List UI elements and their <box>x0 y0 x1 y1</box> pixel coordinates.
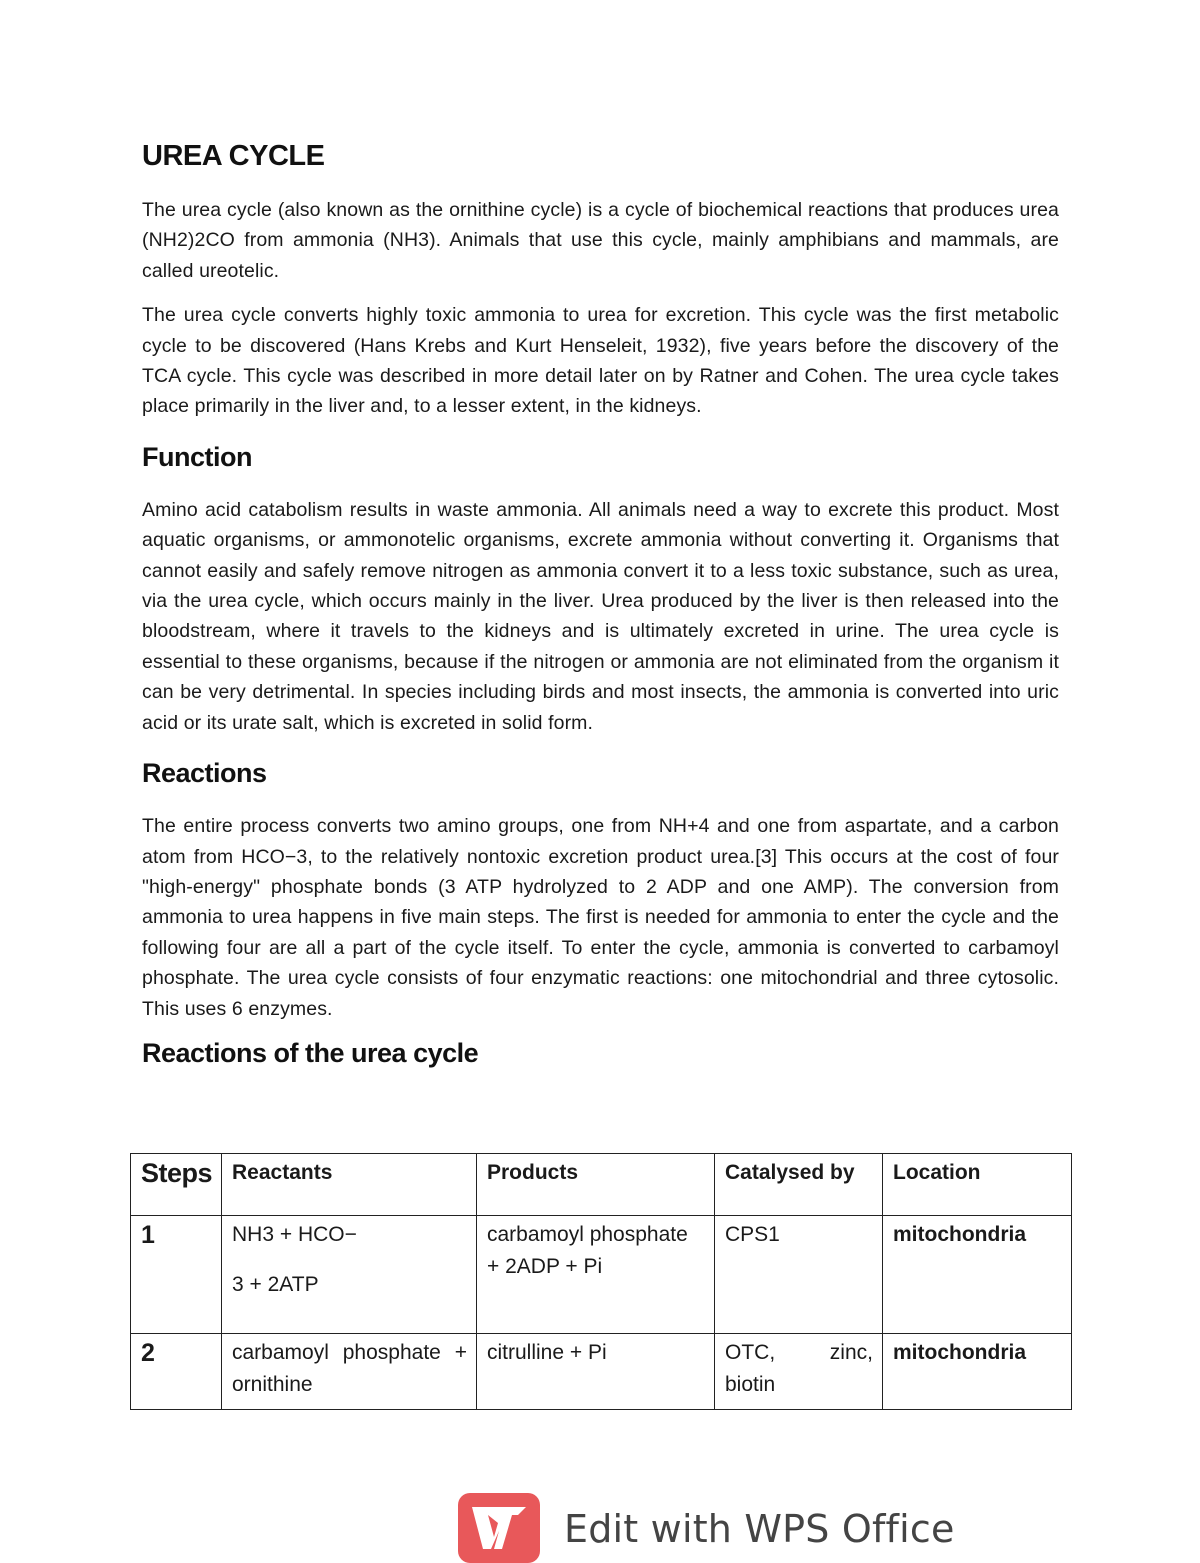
wps-watermark-text: Edit with WPS Office <box>564 1507 955 1551</box>
reactants-line-2: 3 + 2ATP <box>232 1273 319 1296</box>
reactants-cell <box>222 1216 477 1334</box>
table-header-row <box>131 1154 1072 1216</box>
table-row <box>131 1216 1072 1334</box>
intro-paragraph-1: The urea cycle (also known as the ornithine cycle) is a cycle of biochemical reactions that produces urea (NH2)2CO from ammonia (NH3). Animals that use this cycle, mainly amphibians and mammals, are called ureotelic. <box>142 199 1059 282</box>
step-cell: 2 <box>131 1334 222 1410</box>
products-cell: carbamoyl phosphate + 2ADP + Pi <box>477 1216 715 1334</box>
document-body <box>142 140 1059 1089</box>
header-catalysed-by: Catalysed by <box>715 1154 883 1216</box>
header-location: Location <box>883 1154 1072 1216</box>
reactants-cell: carbamoyl phosphate + ornithine <box>222 1334 477 1410</box>
location-cell: mitochondria <box>883 1334 1072 1410</box>
header-reactants: Reactants <box>222 1154 477 1216</box>
reactants-line-1: NH3 + HCO− <box>232 1223 357 1246</box>
header-products: Products <box>477 1154 715 1216</box>
table-row <box>131 1334 1072 1410</box>
step-cell: 1 <box>131 1216 222 1334</box>
table-heading: Reactions of the urea cycle <box>142 1037 479 1068</box>
products-cell: citrulline + Pi <box>477 1334 715 1410</box>
header-steps: Steps <box>131 1154 222 1216</box>
function-paragraph: Amino acid catabolism results in waste ammonia. All animals need a way to excrete this product. Most aquatic organisms, or ammonotelic organisms, excrete ammonia without converting it. Organisms that cannot easily and safely remove nitrogen as ammonia convert it to a less toxic substance, such as urea, via the urea cycle, which occurs mainly in the liver. Urea produced by the liver is then released into the bloodstream, where it travels to the kidneys and is ultimately excreted in urine. The urea cycle is essential to these organisms, because if the nitrogen or ammonia are not eliminated from the organism it can be very detrimental. In species including birds and most insects, the ammonia is converted into uric acid or its urate salt, which is excreted in solid form. <box>142 498 1059 734</box>
wps-watermark[interactable] <box>458 1493 978 1553</box>
intro-paragraph-2: The urea cycle converts highly toxic ammonia to urea for excretion. This cycle was the first metabolic cycle to be discovered (Hans Krebs and Kurt Henseleit, 1932), five years before the discovery of the TCA cycle. This cycle was described in more detail later on by Ratner and Cohen. The urea cycle takes place primarily in the liver and, to a lesser extent, in the kidneys. <box>142 304 1059 418</box>
document-title: UREA CYCLE <box>142 140 325 172</box>
function-heading: Function <box>142 441 252 472</box>
catalysed-by-cell: CPS1 <box>715 1216 883 1334</box>
reactions-heading: Reactions <box>142 758 267 789</box>
catalysed-by-cell: OTC, zinc, biotin <box>715 1334 883 1410</box>
location-cell: mitochondria <box>883 1216 1072 1334</box>
reactions-paragraph: The entire process converts two amino groups, one from NH+4 and one from aspartate, and a carbon atom from HCO−3, to the relatively nontoxic excretion product urea.[3] This occurs at the cost of four "high-energy" phosphate bonds (3 ATP hydrolyzed to 2 ADP and one AMP). The conversion from ammonia to urea happens in five main steps. The first is needed for ammonia to enter the cycle and the following four are all a part of the cycle itself. To enter the cycle, ammonia is converted to carbamoyl phosphate. The urea cycle consists of four enzymatic reactions: one mitochondrial and three cytosolic. This uses 6 enzymes. <box>142 815 1059 1020</box>
reactions-table <box>130 1153 1072 1410</box>
